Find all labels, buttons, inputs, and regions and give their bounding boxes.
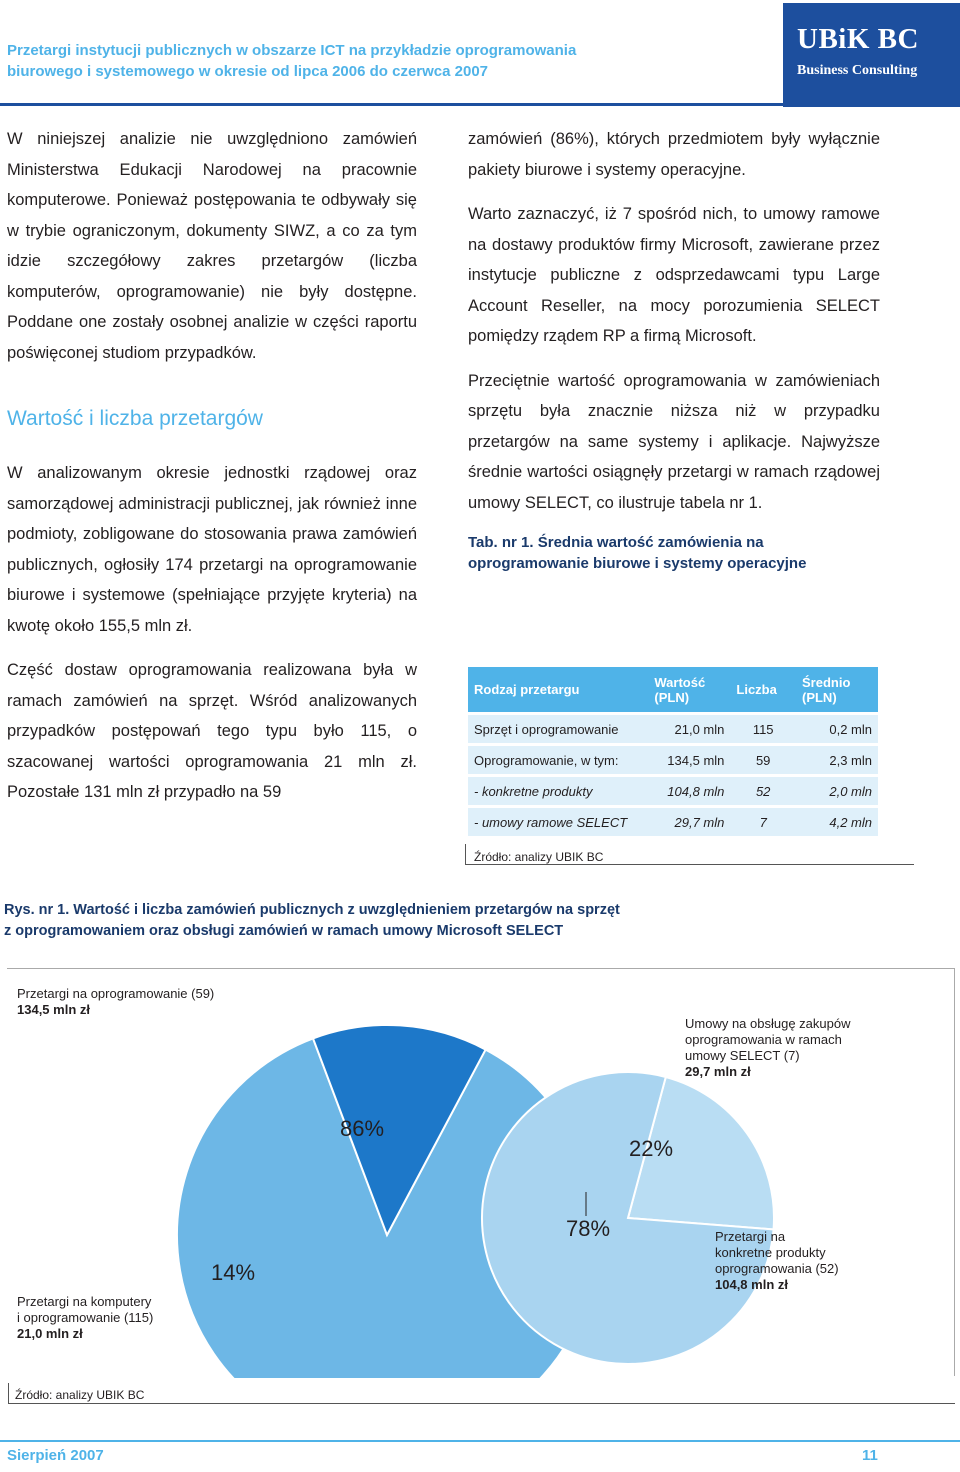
table-cell: - umowy ramowe SELECT [468, 808, 648, 836]
table-cell: 134,5 mln [648, 746, 730, 774]
label-select-line1: Umowy na obsługę zakupów [685, 1016, 851, 1031]
right-paragraph-1: zamówień (86%), których przedmiotem były wyłącznie pakiety biurowe i systemy operacyjne. [468, 130, 880, 179]
table-cell: 59 [730, 746, 796, 774]
table-cell: 52 [730, 777, 796, 805]
page-number: 11 [862, 1447, 878, 1464]
label-software-title: Przetargi na oprogramowanie (59) [17, 986, 215, 1001]
table-cell: 7 [730, 808, 796, 836]
label-products [715, 1229, 839, 1293]
label-software [17, 986, 214, 1018]
label-hardware-line2: i oprogramowanie (115) [17, 1310, 154, 1325]
left-paragraph-1: W niniejszej analizie nie uwzględniono zamówień Ministerstwa Edukacji Narodowej na pracownie komputerowe. Ponieważ postępowania te odbywały się w trybie ograniczonym, dokumenty SIWZ, a co za tym idzie szczegółowy zakres przetargów (liczba komputerów, oprogramowanie) nie były dostępne. Poddane one zostały osobnej analizie w części raportu poświęconej studiom przypadków. [7, 130, 417, 362]
right-column [468, 124, 880, 574]
left-column [7, 124, 417, 808]
header-title-line2: biurowego i systemowego w okresie od lipca 2006 do czerwca 2007 [7, 63, 489, 80]
table-cell: 4,2 mln [796, 808, 878, 836]
pie-label-78: 78% [565, 1216, 611, 1241]
label-products-line1: Przetargi na [715, 1229, 786, 1244]
label-select [685, 1016, 850, 1080]
table-cell: 0,2 mln [796, 715, 878, 743]
table-title [468, 532, 880, 574]
label-products-line3: oprogramowania (52) [715, 1261, 839, 1276]
pie-label-86: 86% [339, 1116, 385, 1141]
header-divider [0, 103, 960, 106]
document-header-title [7, 40, 647, 82]
table-header-cell: Średnio (PLN) [796, 667, 878, 712]
table-cell: - konkretne produkty [468, 777, 648, 805]
average-order-table [468, 664, 878, 839]
logo-main-text: UBiK BC [797, 23, 919, 55]
label-select-line3: umowy SELECT (7) [685, 1048, 800, 1063]
figure-title-line1: Rys. nr 1. Wartość i liczba zamówień publicznych z uwzględnieniem przetargów na sprzęt [4, 902, 620, 918]
table-row [468, 808, 878, 836]
figure-title-line2: z oprogramowaniem oraz obsługi zamówień w ramach umowy Microsoft SELECT [4, 923, 564, 939]
label-select-value: 29,7 mln zł [685, 1064, 751, 1079]
footer-date: Sierpień 2007 [7, 1447, 104, 1464]
table-cell: 115 [730, 715, 796, 743]
table-cell: 29,7 mln [648, 808, 730, 836]
table-row [468, 746, 878, 774]
label-hardware [17, 1294, 153, 1342]
table-cell: 104,8 mln [648, 777, 730, 805]
table-cell: 2,3 mln [796, 746, 878, 774]
label-products-value: 104,8 mln zł [715, 1277, 788, 1292]
left-paragraph-3: Część dostaw oprogramowania realizowana była w ramach zamówień na sprzęt. Wśród analizowanych przypadków postępowań tego typu było 115, o szacowanej wartości oprogramowania 21 mln zł. Pozostałe 131 mln zł przypadło na 59 [7, 661, 417, 801]
table-header-cell: Rodzaj przetargu [468, 667, 648, 712]
label-hardware-line1: Przetargi na komputery [17, 1294, 152, 1309]
table-title-line2: oprogramowanie biurowe i systemy operacyjne [468, 555, 807, 572]
label-products-line2: konkretne produkty [715, 1245, 826, 1260]
table-header-row [468, 667, 878, 712]
table-row [468, 715, 878, 743]
table-cell: 2,0 mln [796, 777, 878, 805]
table-cell: Oprogramowanie, w tym: [468, 746, 648, 774]
left-paragraph-2: W analizowanym okresie jednostki rządowej oraz samorządowej administracji publicznej, jak również inne podmioty, zobligowane do stosowania prawa zamówień publicznych, ogłosiły 174 przetargi na oprogramowanie biurowe i systemowe (spełniające przyjęte kryteria) na kwotę około 155,5 mln zł. [7, 464, 417, 635]
logo-sub-text: Business Consulting [797, 63, 918, 78]
table-cell: Sprzęt i oprogramowanie [468, 715, 648, 743]
company-logo [783, 3, 960, 107]
right-paragraph-2: Warto zaznaczyć, iż 7 spośród nich, to umowy ramowe na dostawy produktów firmy Microsoft, zawierane przez instytucje publiczne z odsprzedawcami typu Large Account Reseller, na mocy porozumienia SELECT pomiędzy rządem RP a firmą Microsoft. [468, 205, 880, 345]
header-title-line1: Przetargi instytucji publicznych w obszarze ICT na przykładzie oprogramowania [7, 42, 577, 59]
table-cell: 21,0 mln [648, 715, 730, 743]
label-select-line2: oprogramowania w ramach [685, 1032, 842, 1047]
section-heading: Wartość i liczba przetargów [7, 407, 263, 430]
pie-label-14: 14% [210, 1260, 256, 1285]
label-hardware-value: 21,0 mln zł [17, 1326, 83, 1341]
footer-divider [0, 1440, 960, 1442]
pie-label-22: 22% [628, 1136, 674, 1161]
table-source: Źródło: analizy UBIK BC [465, 844, 914, 865]
table-header-cell: Liczba [730, 667, 796, 712]
label-software-value: 134,5 mln zł [17, 1002, 90, 1017]
table-title-line1: Tab. nr 1. Średnia wartość zamówienia na [468, 534, 764, 551]
table-row [468, 777, 878, 805]
figure-title [4, 900, 724, 942]
table-header-cell: Wartość (PLN) [648, 667, 730, 712]
figure-source: Źródło: analizy UBIK BC [8, 1383, 955, 1404]
right-paragraph-3: Przeciętnie wartość oprogramowania w zamówieniach sprzętu była znacznie niższa niż w przypadku przetargów na same systemy i aplikacje. Najwyższe średnie wartości osiągnęły przetargi w ramach rządowej umowy SELECT, co ilustruje tabela nr 1. [468, 371, 880, 512]
